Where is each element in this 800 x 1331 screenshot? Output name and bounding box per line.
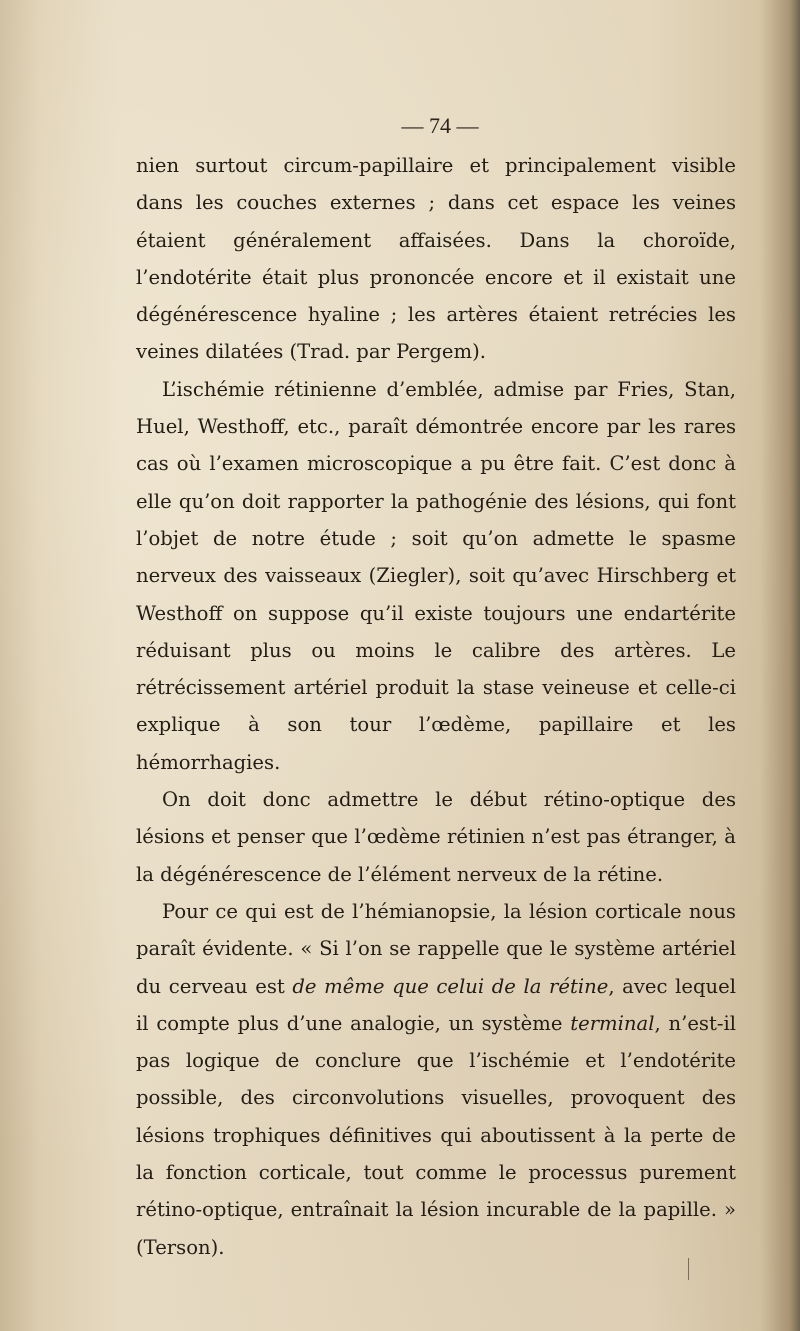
paragraph: [136, 371, 736, 781]
text-run: Pour ce qui est de l’hémianopsie, la lésion corticale nous paraît évidente. « Si l’on se rappelle que le système artériel du cerveau est: [136, 899, 736, 998]
paragraph: [136, 893, 736, 1266]
paragraph: [136, 147, 736, 371]
italic-text: de même que celui de la rétine: [292, 974, 609, 998]
page-body-text: [136, 147, 736, 1266]
paragraph: [136, 781, 736, 893]
text-run: , n’est-il pas logique de conclure que l’ischémie et l’endotérite possible, des circonvolutions visuelles, provoquent des lésions trophiques définitives qui aboutissent à la perte de la fonction corticale, tout comme le processus purement rétino-optique, entraînait la lésion incurable de la papille. » (Terson).: [136, 1011, 737, 1259]
page-number: — 74 —: [401, 113, 479, 138]
text-run: On doit donc admettre le début rétino-optique des lésions et penser que l’œdème rétinien n’est pas étranger, à la dégénérescence de l’élément nerveux de la rétine.: [136, 788, 736, 886]
paper-mark: [688, 1258, 689, 1280]
italic-text: terminal: [570, 1011, 655, 1035]
text-run: nien surtout circum-papillaire et principalement visible dans les couches externes ; dans cet espace les veines étaient généralement affaisées. Dans la choroïde, l’endotérite était plus prononcée encore et il existait une dégénérescence hyaline ; les artères étaient retrécies les veines dilatées (Trad. par Pergem).: [136, 154, 736, 364]
text-run: L’ischémie rétinienne d’emblée, admise par Fries, Stan, Huel, Westhoff, etc., paraît démontrée encore par les rares cas où l’examen microscopique a pu être fait. C’est donc à elle qu’on doit rapporter la pathogénie des lésions, qui font l’objet de notre étude ; soit qu’on admette le spasme nerveux des vaisseaux (Ziegler), soit qu’avec Hirschberg et Westhoff on suppose qu’il existe toujours une endartérite réduisant plus ou moins le calibre des artères. Le rétrécissement artériel produit la stase veineuse et celle-ci explique à son tour l’œdème, papillaire et les hémorrhagies.: [136, 377, 736, 774]
text-run: , avec lequel il compte plus d’une analogie, un système: [136, 974, 736, 1035]
